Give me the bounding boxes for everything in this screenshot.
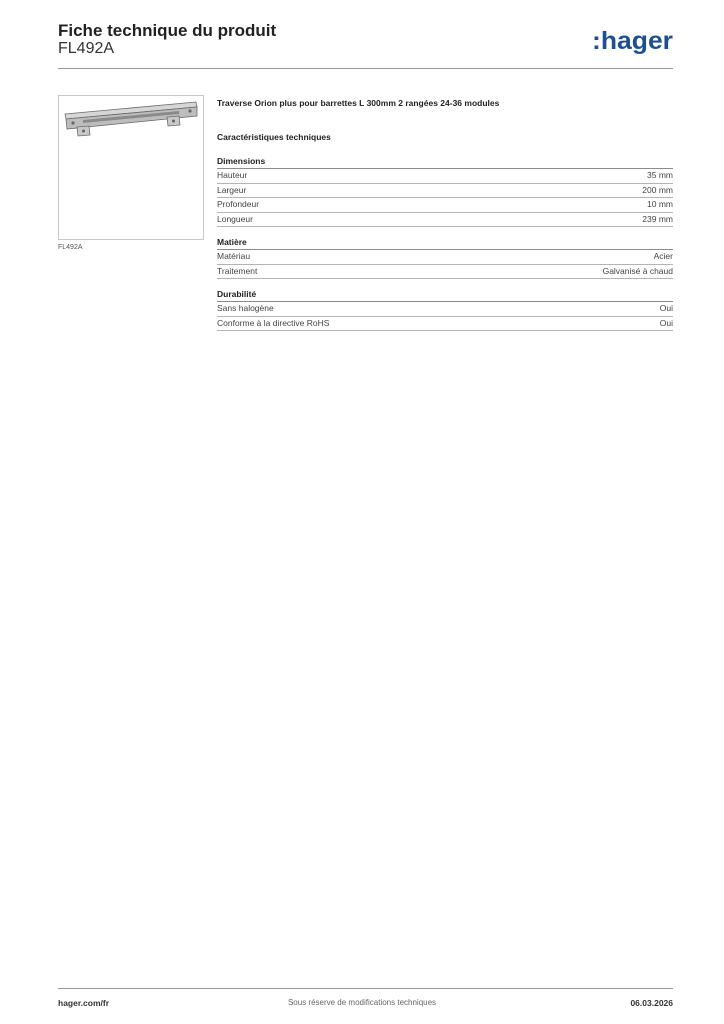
section-matiere [217, 236, 673, 279]
spec-label: Hauteur [217, 170, 248, 180]
spec-value: Oui [659, 317, 673, 328]
image-caption: FL492A [58, 244, 83, 251]
spec-label: Matériau [217, 251, 251, 261]
technical-characteristics-heading: Caractéristiques techniques [217, 132, 331, 142]
spec-row [217, 184, 673, 199]
spec-value: Oui [659, 303, 673, 313]
spec-row [217, 213, 673, 228]
spec-row [217, 169, 673, 184]
section-title: Dimensions [217, 155, 673, 169]
spec-value: 239 mm [642, 213, 673, 224]
spec-label: Largeur [217, 184, 247, 195]
spec-label: Profondeur [217, 199, 260, 209]
traverse-rail-illustration [59, 96, 203, 239]
footer-disclaimer: Sous réserve de modifications techniques [287, 998, 437, 1007]
spec-label: Conforme à la directive RoHS [217, 317, 330, 328]
logo-text: :hager [592, 28, 674, 55]
footer-website-link[interactable]: hager.com/fr [58, 998, 110, 1008]
spec-label: Sans halogène [217, 303, 274, 313]
spec-value: 35 mm [647, 170, 673, 180]
hager-logo[interactable] [592, 28, 674, 56]
header-divider [58, 68, 673, 69]
spec-row [217, 250, 673, 265]
spec-row [217, 198, 673, 213]
product-details [217, 97, 673, 331]
spec-label: Longueur [217, 213, 253, 224]
spec-value: 200 mm [642, 184, 673, 195]
section-title: Durabilité [217, 288, 673, 302]
product-reference: FL492A [58, 40, 115, 57]
section-dimensions [217, 155, 673, 227]
footer-date: 06.03.2026 [630, 998, 673, 1008]
product-image [58, 95, 204, 240]
spec-row [217, 302, 673, 317]
page-title: Fiche technique du produit [58, 21, 277, 40]
spec-value: 10 mm [647, 199, 673, 209]
section-durabilite [217, 288, 673, 331]
product-description: Traverse Orion plus pour barrettes L 300mm 2 rangées 24-36 modules [217, 98, 500, 108]
spec-value: Galvanisé à chaud [602, 265, 673, 276]
spec-row [217, 265, 673, 280]
spec-value: Acier [653, 251, 673, 261]
spec-row [217, 317, 673, 332]
footer-divider [58, 988, 673, 989]
section-title: Matière [217, 236, 673, 250]
spec-label: Traitement [217, 265, 258, 276]
